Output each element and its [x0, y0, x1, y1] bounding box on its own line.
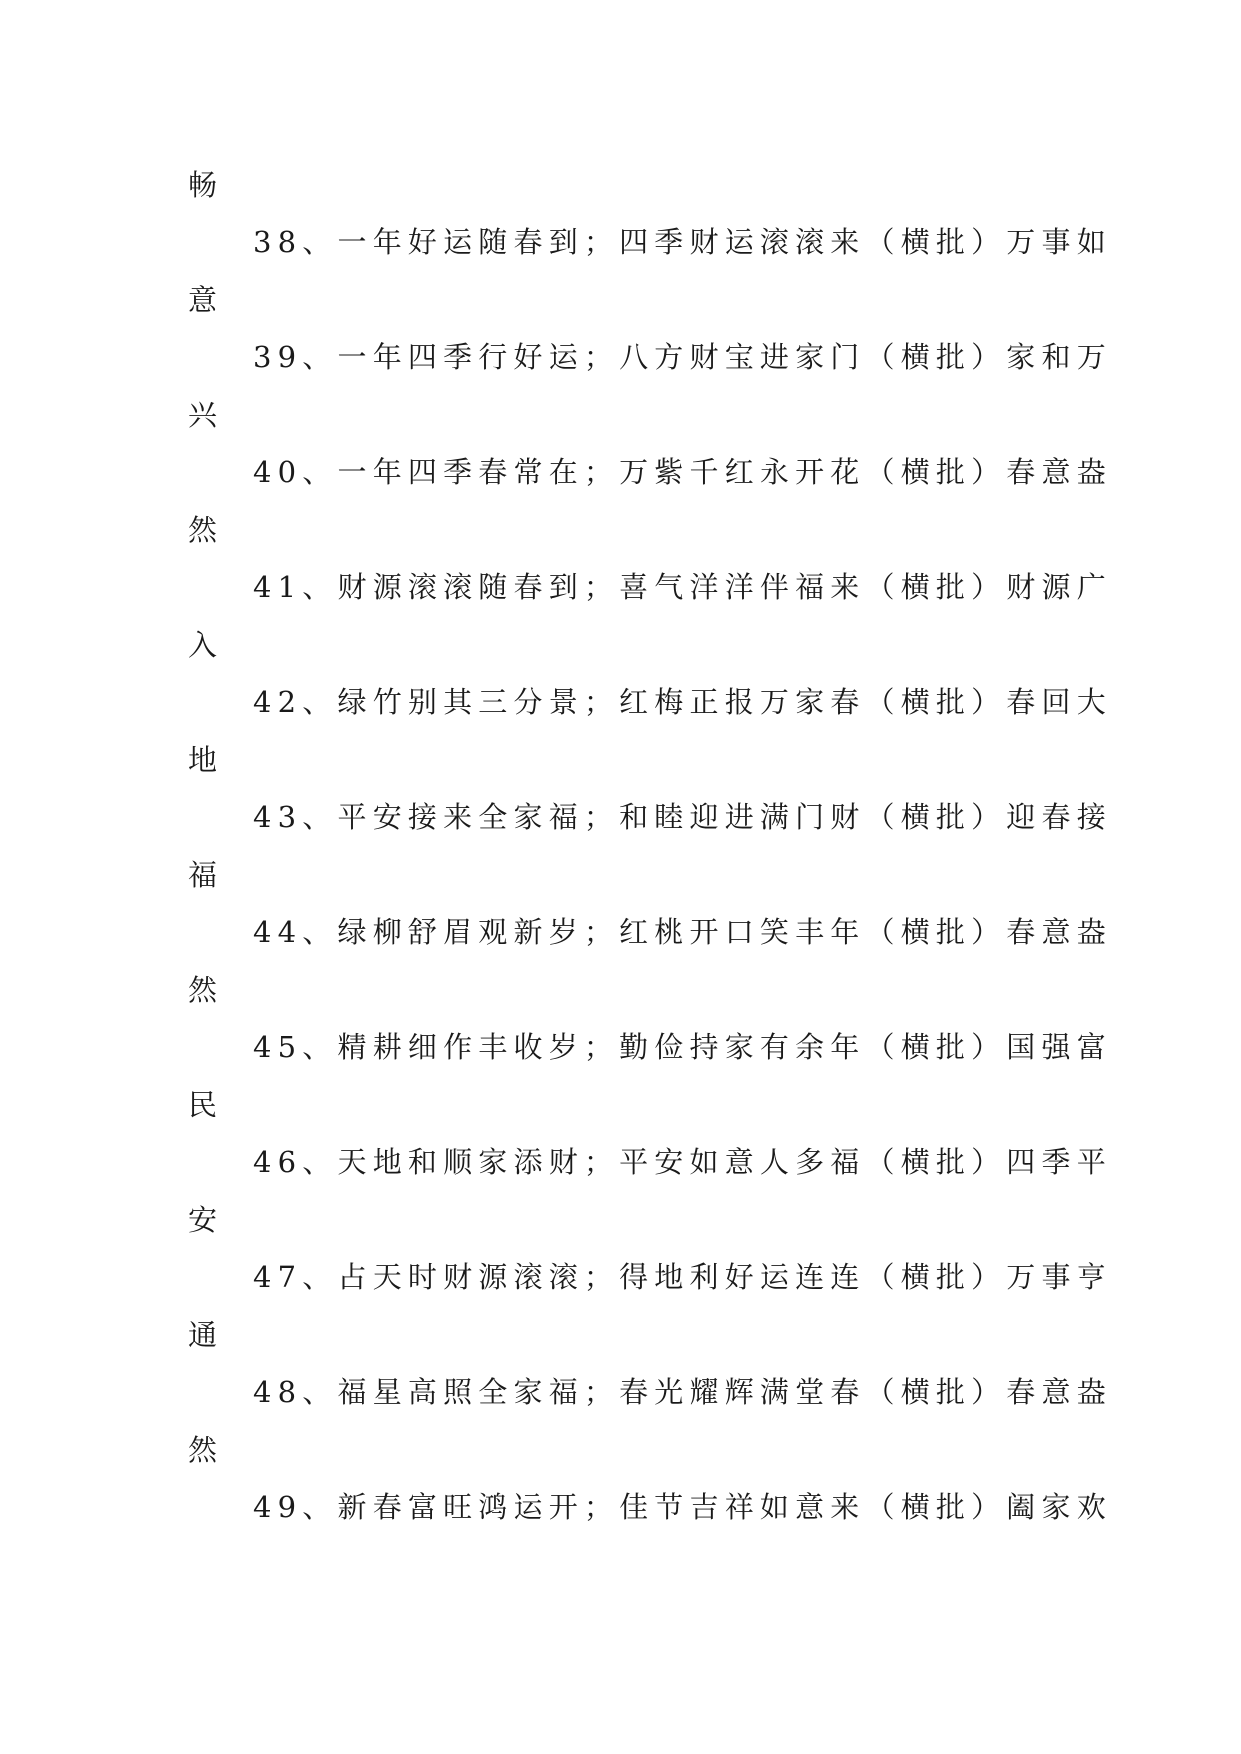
couplet-entry-40: 40、一年四季春常在；万紫千红永开花（横批）春意盎: [253, 455, 1112, 489]
couplet-entry-47: 47、占天时财源滚滚；得地利好运连连（横批）万事亨: [253, 1260, 1112, 1294]
couplet-entry-48: 48、福星高照全家福；春光耀辉满堂春（横批）春意盎: [253, 1375, 1112, 1409]
couplet-entry-44: 44、绿柳舒眉观新岁；红桃开口笑丰年（横批）春意盎: [253, 915, 1112, 949]
continuation-line: 兴: [188, 398, 224, 432]
continuation-line: 地: [188, 743, 224, 777]
continuation-line: 畅: [188, 168, 224, 202]
couplet-entry-42: 42、绿竹别其三分景；红梅正报万家春（横批）春回大: [253, 685, 1112, 719]
couplet-entry-38: 38、一年好运随春到；四季财运滚滚来（横批）万事如: [253, 225, 1112, 259]
couplet-entry-45: 45、精耕细作丰收岁；勤俭持家有余年（横批）国强富: [253, 1030, 1112, 1064]
continuation-line: 然: [188, 973, 224, 1007]
continuation-line: 然: [188, 513, 224, 547]
couplet-entry-43: 43、平安接来全家福；和睦迎进满门财（横批）迎春接: [253, 800, 1112, 834]
couplet-entry-41: 41、财源滚滚随春到；喜气洋洋伴福来（横批）财源广: [253, 570, 1112, 604]
continuation-line: 福: [188, 858, 224, 892]
continuation-line: 安: [188, 1203, 224, 1237]
couplet-entry-49: 49、新春富旺鸿运开；佳节吉祥如意来（横批）阖家欢: [253, 1490, 1112, 1524]
continuation-line: 然: [188, 1433, 224, 1467]
couplet-entry-46: 46、天地和顺家添财；平安如意人多福（横批）四季平: [253, 1145, 1112, 1179]
couplet-entry-39: 39、一年四季行好运；八方财宝进家门（横批）家和万: [253, 340, 1112, 374]
continuation-line: 通: [188, 1318, 224, 1352]
continuation-line: 民: [188, 1088, 224, 1122]
continuation-line: 意: [188, 283, 224, 317]
continuation-line: 入: [188, 628, 224, 662]
